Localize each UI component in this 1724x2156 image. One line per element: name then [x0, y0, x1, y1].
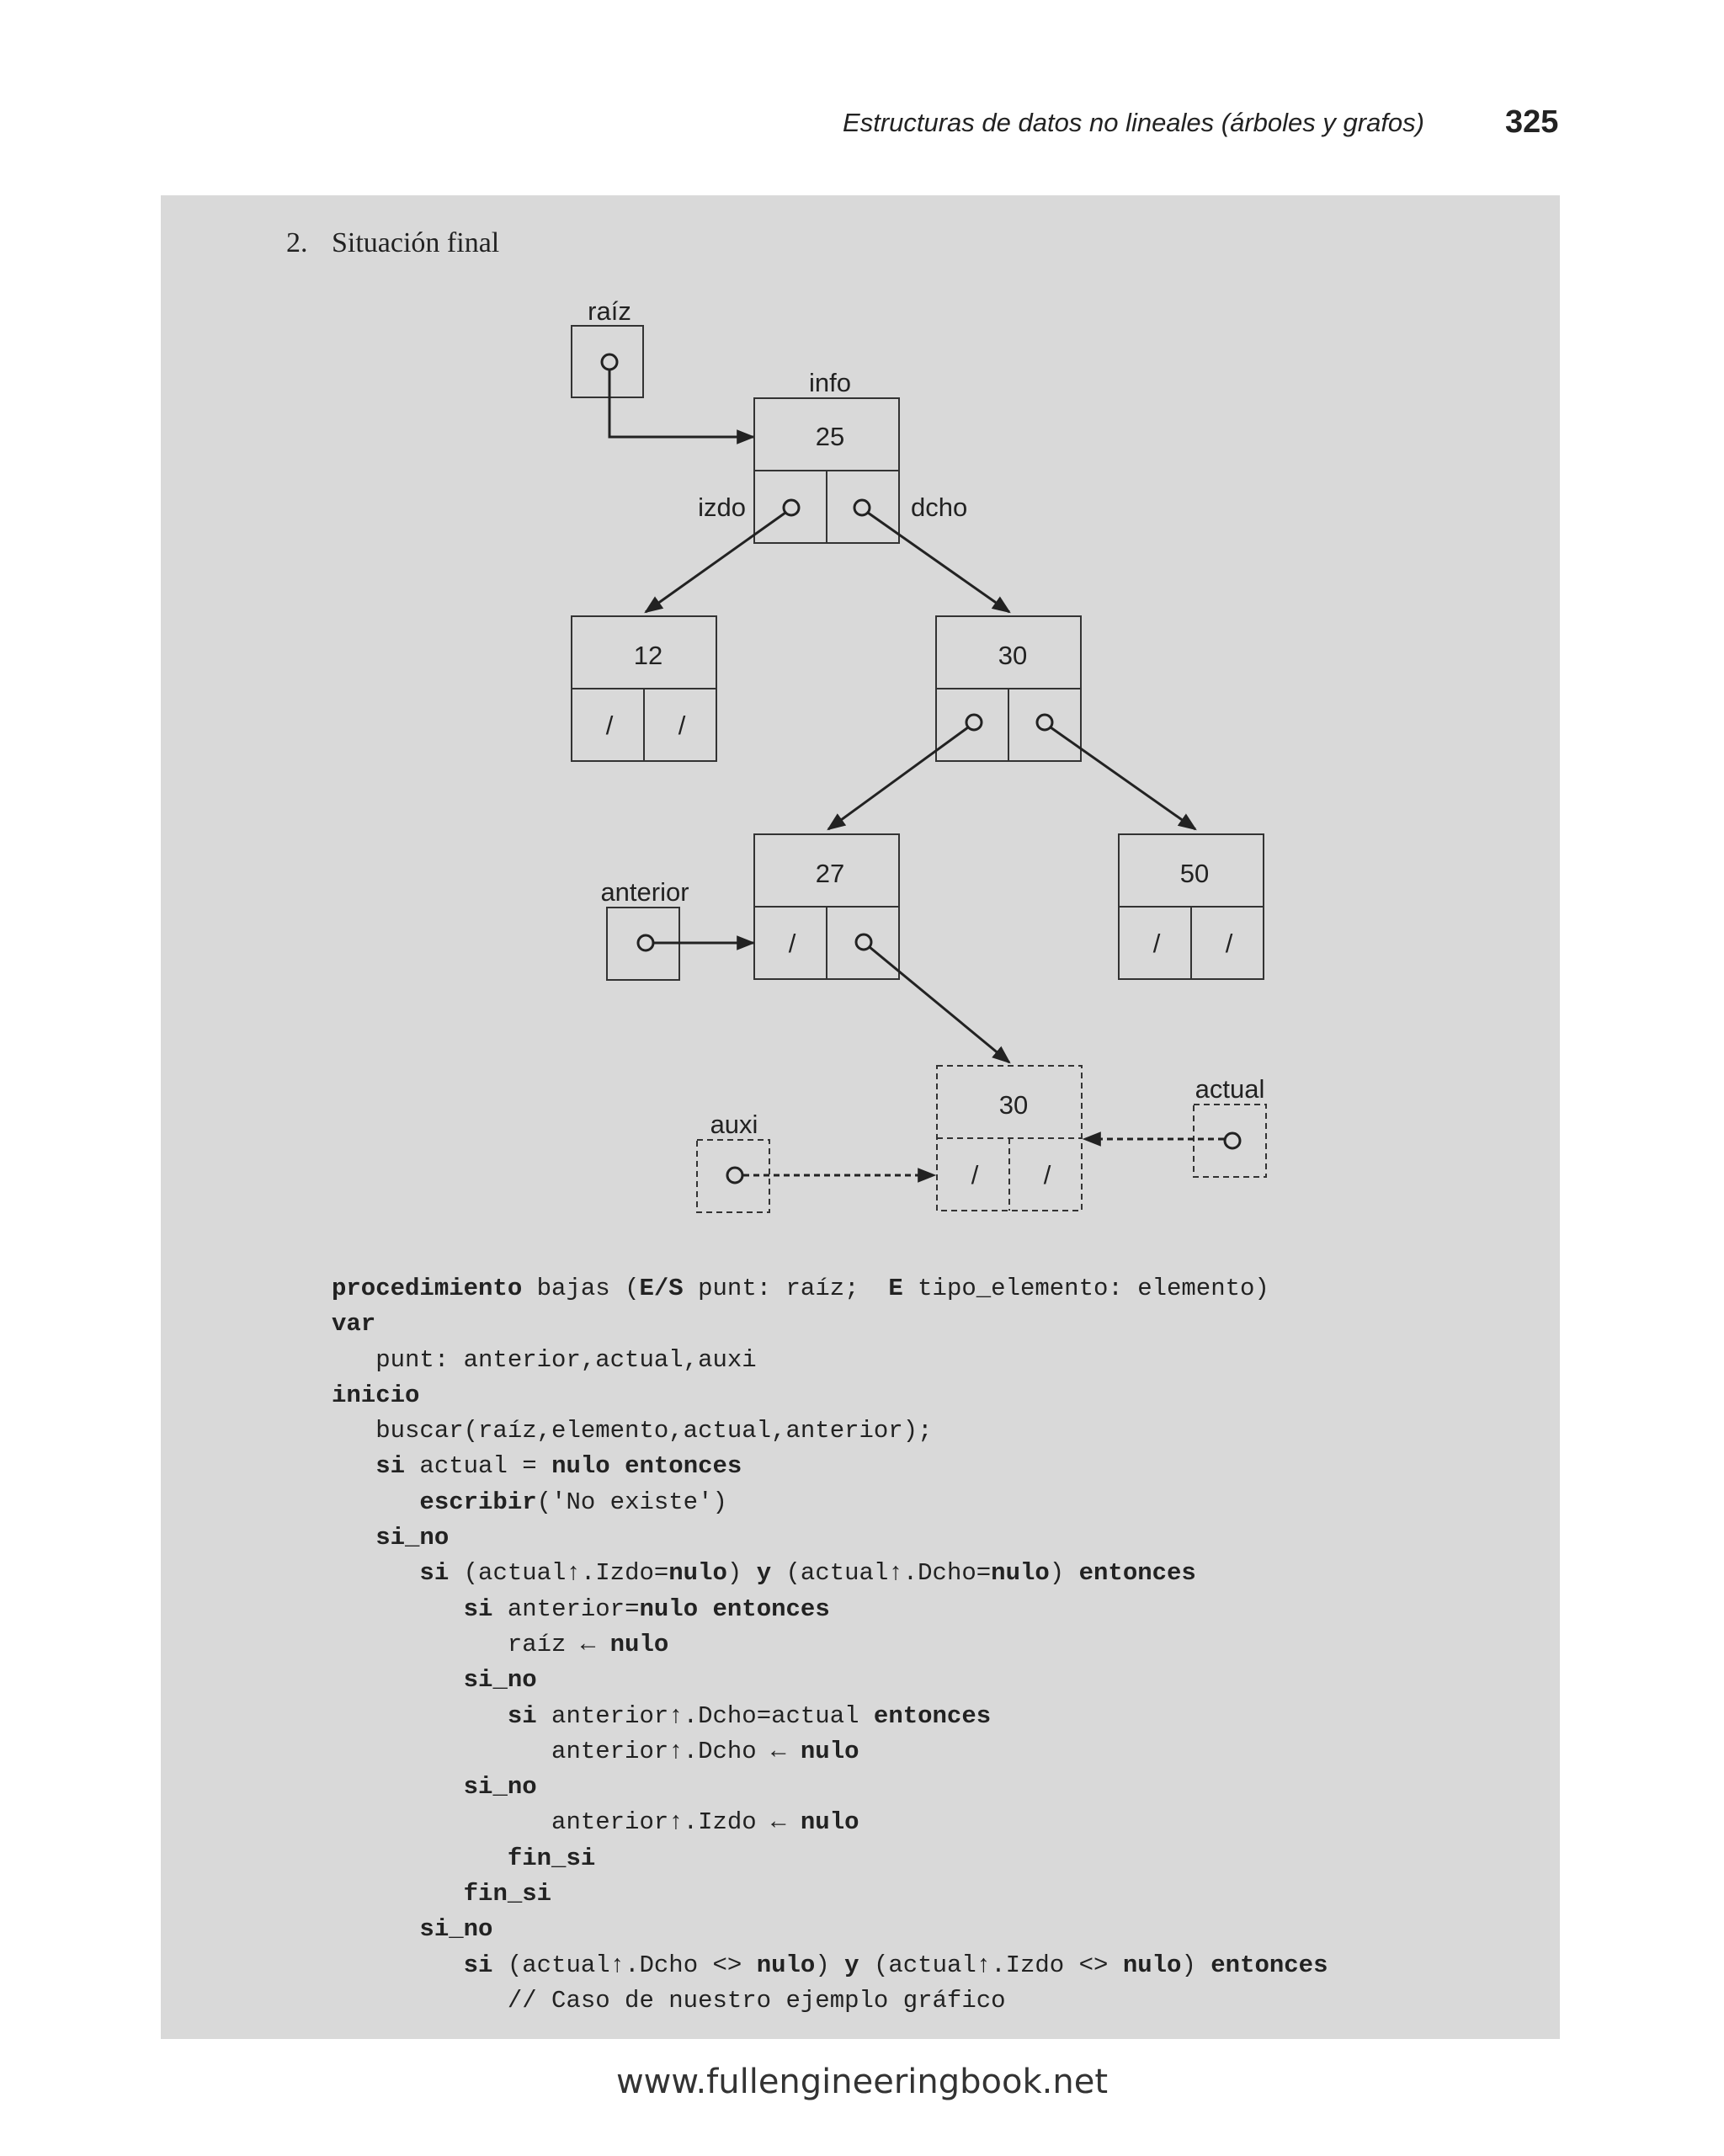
root-left-arrow — [646, 513, 785, 612]
code-keyword: fin_si — [463, 1880, 552, 1908]
code-text: buscar(raíz,elemento,actual,anterior); — [332, 1417, 933, 1445]
code-text — [332, 1524, 375, 1552]
code-line — [332, 1734, 1328, 1770]
null-mark: / — [788, 929, 796, 958]
code-keyword: si — [419, 1559, 450, 1588]
code-line — [332, 1271, 1328, 1307]
code-keyword: nulo — [609, 1630, 669, 1658]
null-mark: / — [678, 711, 686, 740]
code-text — [332, 1595, 464, 1623]
code-text: ('No existe') — [536, 1488, 727, 1516]
code-keyword: si — [463, 1951, 493, 1979]
raiz-pointer-dot — [602, 354, 617, 370]
code-text — [332, 1951, 464, 1979]
root-right-arrow — [868, 513, 1009, 612]
code-text: (actual↑.Dcho <> — [492, 1951, 757, 1979]
code-text — [332, 1880, 464, 1908]
code-line — [332, 1556, 1328, 1591]
code-keyword: entonces — [873, 1701, 992, 1730]
code-text: ) — [1181, 1951, 1211, 1979]
code-text: punt: anterior,actual,auxi — [332, 1345, 757, 1374]
code-text: anterior↑.Dcho=actual — [536, 1701, 874, 1730]
code-keyword: nulo — [668, 1559, 727, 1588]
code-line — [332, 1520, 1328, 1556]
code-keyword: inicio — [332, 1381, 420, 1409]
code-text: (actual↑.Dcho= — [771, 1559, 992, 1588]
footer-url: www.fullengineeringbook.net — [615, 2063, 1109, 2101]
code-text: punt: raíz; — [683, 1275, 889, 1302]
code-text: // Caso de nuestro ejemplo gráfico — [332, 1986, 1006, 2015]
node-value: 27 — [815, 859, 845, 888]
dcho-label: dcho — [911, 492, 968, 522]
code-line — [332, 1841, 1328, 1877]
izdo-label: izdo — [698, 492, 746, 522]
pseudocode-block — [332, 1271, 1328, 2019]
auxi-pointer-dot — [727, 1168, 742, 1183]
code-line — [332, 1343, 1328, 1378]
raiz-pointer-box — [572, 326, 643, 397]
code-text: anterior↑.Izdo ← — [332, 1808, 801, 1837]
code-line — [332, 1805, 1328, 1840]
code-text: raíz ← — [332, 1630, 610, 1658]
section-number: 2. — [286, 227, 308, 258]
page-number: 325 — [1505, 104, 1559, 140]
code-keyword: nulo — [756, 1951, 816, 1979]
code-keyword: si — [463, 1594, 493, 1623]
code-text — [332, 1666, 464, 1694]
tree-node-right — [936, 616, 1081, 761]
tree-node-root — [754, 398, 899, 543]
node-value: 12 — [633, 641, 663, 670]
code-text: actual = — [405, 1452, 552, 1481]
tree-node-removed — [937, 1066, 1082, 1211]
actual-pointer-dot — [1225, 1133, 1240, 1148]
code-text: ) — [815, 1951, 845, 1979]
code-keyword: nulo entonces — [639, 1594, 830, 1623]
info-label: info — [809, 368, 851, 397]
code-line — [332, 1378, 1328, 1413]
code-line — [332, 1877, 1328, 1912]
code-text: (actual↑.Izdo <> — [859, 1951, 1123, 1979]
code-keyword: nulo — [1122, 1951, 1182, 1979]
null-mark: / — [1152, 929, 1161, 958]
null-mark: / — [605, 711, 614, 740]
code-text: anterior= — [492, 1594, 640, 1623]
code-line — [332, 1592, 1328, 1627]
raiz-to-root-arrow — [609, 370, 753, 437]
code-text: (actual↑.Izdo= — [449, 1559, 669, 1588]
code-keyword: nulo entonces — [551, 1452, 742, 1481]
right-right-arrow — [1051, 727, 1195, 829]
link-to-removed-node — [870, 947, 1009, 1062]
anterior-label: anterior — [600, 877, 689, 907]
node-value: 30 — [998, 1090, 1029, 1120]
code-text: ) — [1049, 1559, 1079, 1588]
code-keyword: si — [375, 1452, 406, 1481]
code-text — [332, 1452, 375, 1480]
tree-node-right-left — [754, 834, 899, 979]
null-mark: / — [1225, 929, 1233, 958]
code-text — [332, 1488, 419, 1516]
code-text: tipo_elemento: elemento) — [902, 1275, 1269, 1302]
code-keyword: si_no — [463, 1666, 537, 1695]
code-text — [332, 1702, 508, 1730]
code-line — [332, 1663, 1328, 1698]
code-line — [332, 1413, 1328, 1449]
code-keyword: procedimiento — [332, 1275, 523, 1302]
code-text: bajas ( — [522, 1275, 640, 1302]
right-left-arrow — [828, 727, 968, 829]
actual-label: actual — [1195, 1074, 1265, 1104]
null-mark: / — [971, 1160, 979, 1190]
tree-node-right-right — [1119, 834, 1264, 979]
node-value: 25 — [815, 422, 845, 451]
code-text — [332, 1915, 419, 1943]
node-value: 50 — [1179, 859, 1210, 888]
code-line — [332, 1770, 1328, 1805]
code-line — [332, 1449, 1328, 1484]
code-keyword: E — [888, 1275, 903, 1302]
code-keyword: si_no — [375, 1524, 450, 1552]
node-value: 30 — [998, 641, 1028, 670]
code-keyword: escribir — [419, 1488, 537, 1516]
code-text — [332, 1845, 508, 1872]
code-line — [332, 1699, 1328, 1734]
code-keyword: si — [507, 1701, 537, 1730]
code-keyword: nulo — [800, 1737, 859, 1765]
section-title: Situación final — [332, 227, 500, 258]
actual-pointer-box — [1194, 1105, 1266, 1177]
code-keyword: entonces — [1078, 1559, 1196, 1588]
code-keyword: E/S — [639, 1275, 684, 1302]
code-keyword: var — [332, 1310, 376, 1339]
code-keyword: y — [844, 1951, 859, 1979]
anterior-pointer-dot — [638, 935, 653, 950]
code-text: ) — [726, 1559, 757, 1588]
code-line — [332, 1912, 1328, 1947]
code-line — [332, 1983, 1328, 2019]
code-text: anterior↑.Dcho ← — [332, 1737, 801, 1765]
running-title: Estructuras de datos no lineales (árboles y grafos) — [843, 108, 1424, 137]
code-line — [332, 1485, 1328, 1520]
tree-node-left — [572, 616, 716, 761]
null-mark: / — [1043, 1160, 1051, 1190]
code-keyword: y — [756, 1559, 772, 1588]
code-text — [332, 1773, 464, 1801]
code-line — [332, 1307, 1328, 1342]
code-keyword: fin_si — [507, 1844, 596, 1872]
code-line — [332, 1948, 1328, 1983]
raiz-label: raíz — [588, 296, 631, 326]
auxi-label: auxi — [710, 1110, 758, 1139]
code-line — [332, 1627, 1328, 1663]
code-text — [332, 1559, 419, 1587]
code-keyword: si_no — [419, 1915, 493, 1944]
code-keyword: entonces — [1211, 1951, 1328, 1979]
code-keyword: nulo — [991, 1559, 1050, 1588]
code-keyword: nulo — [800, 1808, 859, 1837]
code-keyword: si_no — [463, 1773, 537, 1802]
